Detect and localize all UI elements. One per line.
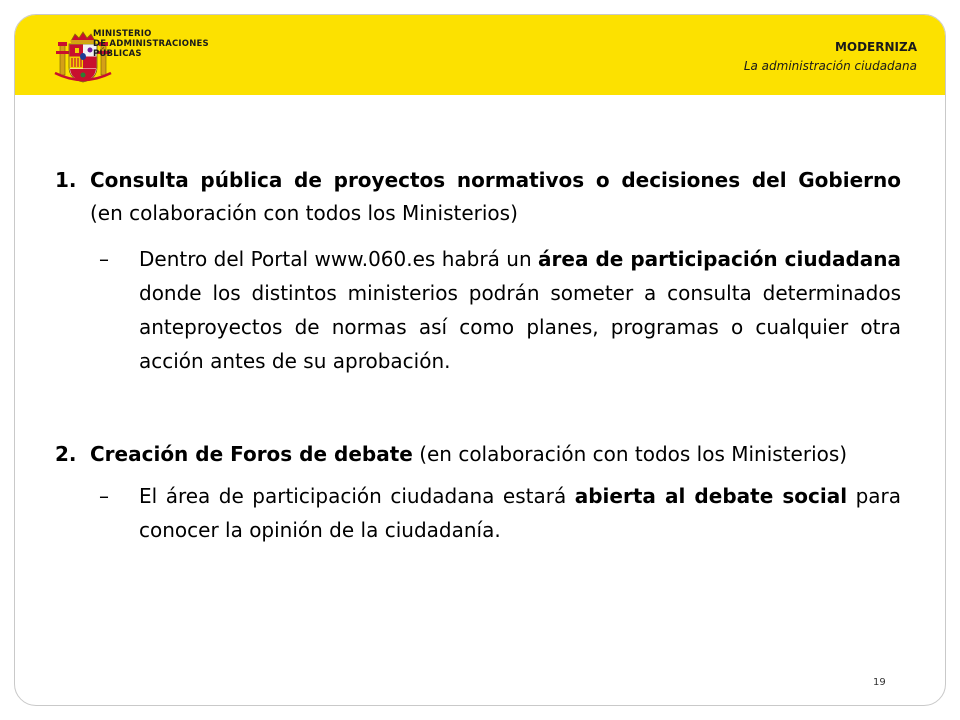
ministry-line-3: PÚBLICAS	[93, 49, 142, 59]
sub-item-2	[99, 479, 901, 547]
item-number: 1.	[55, 168, 77, 192]
item-text	[90, 164, 901, 230]
sub-text-bold: área de participación ciudadana	[538, 247, 901, 271]
dash-bullet: –	[99, 247, 109, 271]
sub-item-text	[139, 479, 901, 547]
item-1	[55, 164, 901, 230]
item-text	[90, 438, 901, 471]
slide	[14, 14, 946, 706]
sub-text-part: Dentro del Portal www.060.es habrá un	[139, 247, 539, 271]
brand-tagline: La administración ciudadana	[743, 59, 917, 73]
brand-name: MODERNIZA	[834, 40, 917, 54]
page-number: 19	[873, 677, 886, 688]
sub-text-bold: abierta al debate social	[574, 484, 848, 508]
item-note: (en colaboración con todos los Ministerios)	[419, 442, 848, 466]
sub-text-part: para conocer la opinión de la ciudadanía.	[139, 484, 902, 542]
item-number: 2.	[55, 442, 77, 466]
sub-text-part: donde los distintos ministerios podrán someter a consulta determinados anteproyectos de normas así como planes, programas o cualquier otra acción antes de su aprobación.	[139, 281, 901, 373]
slide-content	[15, 15, 945, 705]
sub-item-text	[139, 242, 901, 378]
item-2	[55, 438, 901, 471]
item-title: Creación de Foros de debate	[90, 442, 413, 466]
sub-item-1	[99, 242, 901, 378]
sub-text-part: El área de participación ciudadana estará	[139, 484, 575, 508]
item-note: (en colaboración con todos los Ministerios)	[90, 201, 518, 225]
item-title: Consulta pública de proyectos normativos o decisiones del Gobierno	[90, 168, 901, 192]
ministry-line-2: DE ADMINISTRACIONES	[93, 39, 209, 49]
ministry-line-1: MINISTERIO	[93, 29, 152, 39]
dash-bullet: –	[99, 484, 109, 508]
